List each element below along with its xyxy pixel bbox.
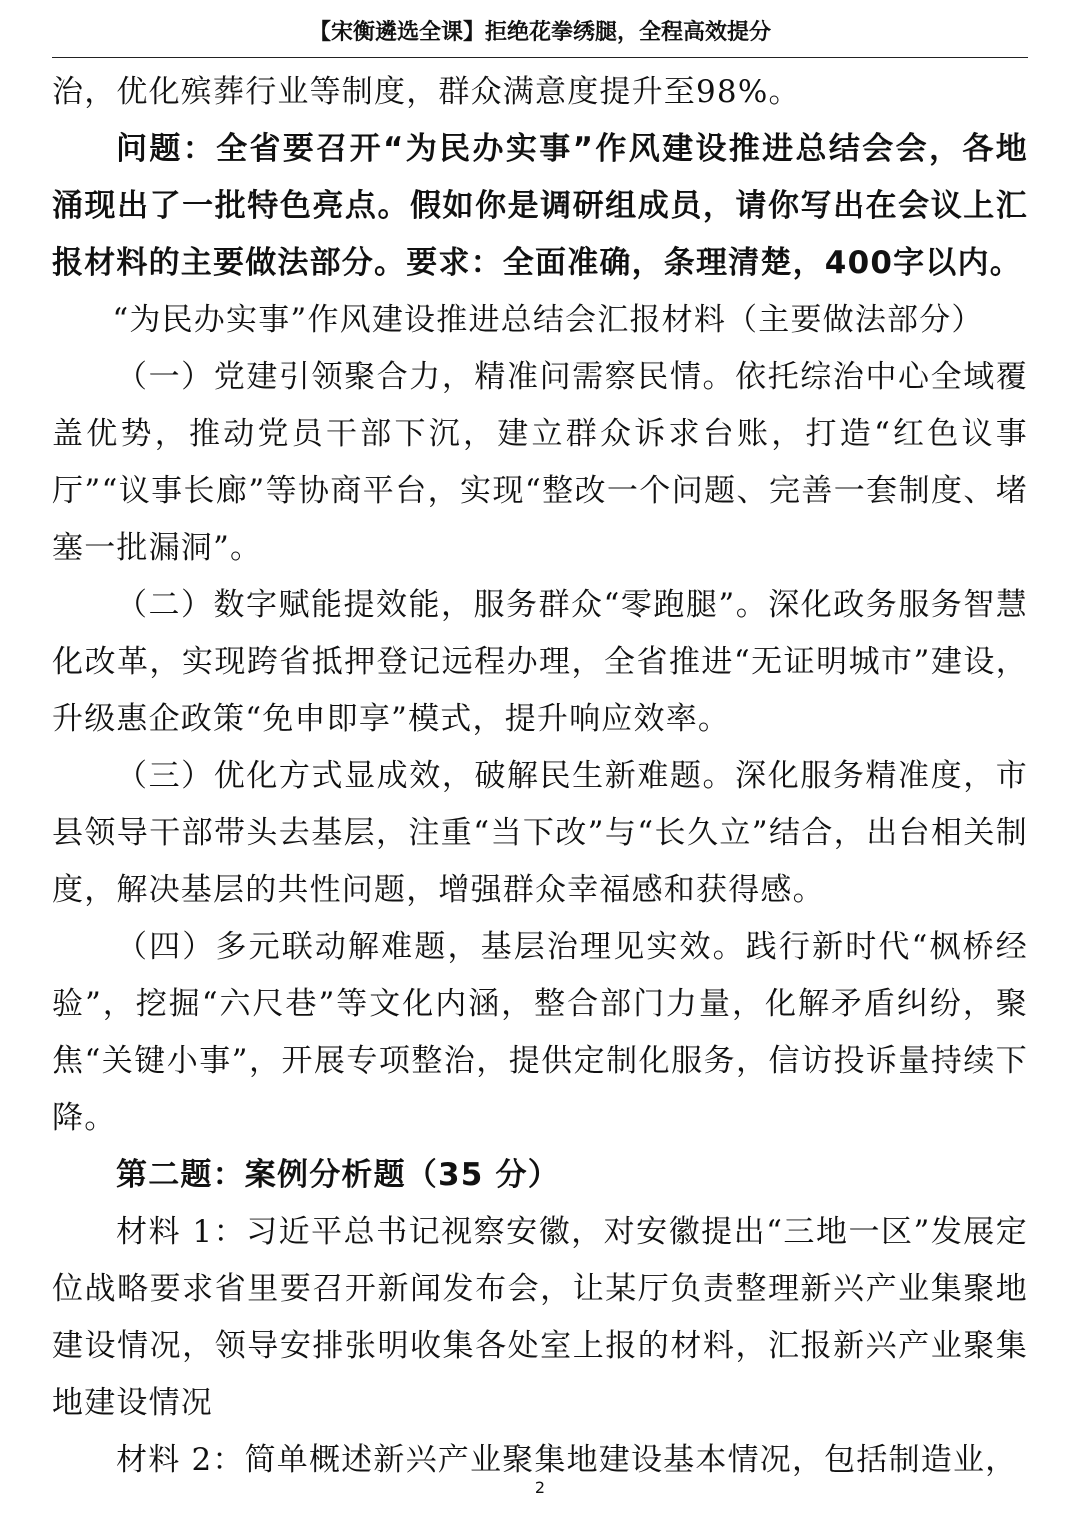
page-header: 【宋衡遴选全课】拒绝花拳绣腿，全程高效提分 <box>308 20 771 45</box>
document-body <box>52 64 1028 1489</box>
point-paragraph-4: （四）多元联动解难题，基层治理见实效。践行新时代“枫桥经验”，挖掘“六尺巷”等文化内涵，整合部门力量，化解矛盾纠纷，聚焦“关键小事”，开展专项整治，提供定制化服务，信访投诉量持续下降。 <box>52 929 1028 1136</box>
point-paragraph-2: （二）数字赋能提效能，服务群众“零跑腿”。深化政务服务智慧化改革，实现跨省抵押登记远程办理，全省推进“无证明城市”建设，升级惠企政策“免申即享”模式，提升响应效率。 <box>52 587 1028 737</box>
report-title: “为民办实事”作风建设推进总结会汇报材料（主要做法部分） <box>112 302 984 338</box>
material-paragraph-1: 材料 1：习近平总书记视察安徽，对安徽提出“三地一区”发展定位战略要求省里要召开新闻发布会，让某厅负责整理新兴产业集聚地建设情况，领导安排张明收集各处室上报的材料，汇报新兴产业聚集地建设情况 <box>52 1214 1028 1421</box>
page-number: 2 <box>534 1478 546 1497</box>
material-paragraph-2: 材料 2：简单概述新兴产业聚集地建设基本情况，包括制造业， <box>116 1442 1018 1478</box>
point-paragraph-1: （一）党建引领聚合力，精准问需察民情。依托综治中心全域覆盖优势，推动党员干部下沉，建立群众诉求台账，打造“红色议事厅”“议事长廊”等协商平台，实现“整改一个问题、完善一套制度、堵塞一批漏洞”。 <box>52 359 1028 566</box>
section-title: 第二题：案例分析题（35 分） <box>116 1157 560 1193</box>
question-paragraph: 问题：全省要召开“为民办实事”作风建设推进总结会会，各地涌现出了一批特色亮点。假如你是调研组成员，请你写出在会议上汇报材料的主要做法部分。要求：全面准确，条理清楚，400字以内。 <box>52 131 1028 281</box>
continuation-paragraph: 治，优化殡葬行业等制度，群众满意度提升至98%。 <box>52 74 801 110</box>
header-divider <box>52 57 1028 58</box>
point-paragraph-3: （三）优化方式显成效，破解民生新难题。深化服务精准度，市县领导干部带头去基层，注重“当下改”与“长久立”结合，出台相关制度，解决基层的共性问题，增强群众幸福感和获得感。 <box>52 758 1028 908</box>
